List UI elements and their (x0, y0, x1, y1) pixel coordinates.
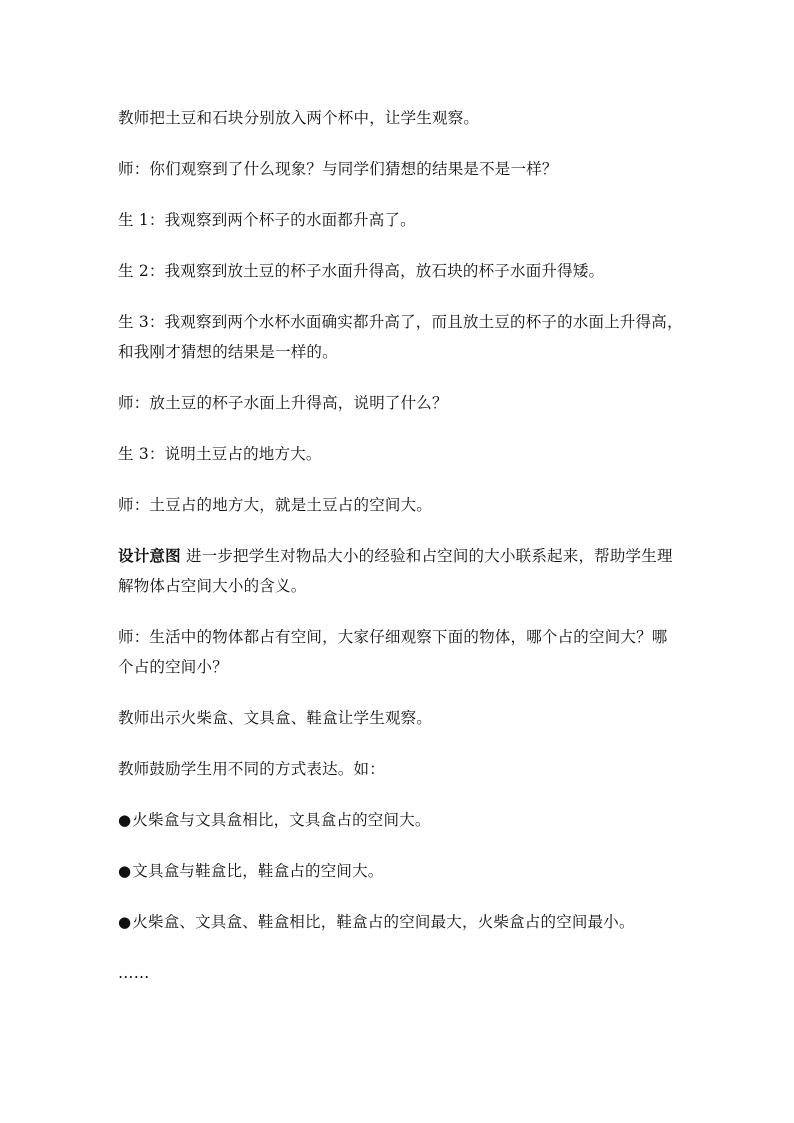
paragraph-design-intent (118, 541, 683, 601)
ellipsis: …… (118, 964, 150, 982)
bullet-icon: ● (118, 913, 132, 931)
bullet-icon: ● (118, 862, 132, 880)
bullet-text: 文具盒与鞋盒比，鞋盒占的空间大。 (132, 862, 384, 880)
paragraph-teacher-action: 教师把土豆和石块分别放入两个杯中，让学生观察。 (118, 109, 480, 127)
paragraph-student-1: 生 1：我观察到两个杯子的水面都升高了。 (118, 211, 416, 229)
paragraph-teacher-shows: 教师出示火柴盒、文具盒、鞋盒让学生观察。 (118, 709, 433, 727)
paragraph-student-3: 生 3：我观察到两个水杯水面确实都升高了，而且放土豆的杯子的水面上升得高，和我刚才猜想的结果是一样的。 (118, 313, 683, 361)
paragraph-teacher-conclusion: 师：土豆占的地方大，就是土豆占的空间大。 (118, 496, 433, 514)
paragraph-teacher-question: 师：你们观察到了什么现象？与同学们猜想的结果是不是一样？ (118, 160, 558, 178)
bullet-icon: ● (118, 811, 132, 829)
paragraph-student-3-answer: 生 3：说明土豆占的地方大。 (118, 445, 322, 463)
bullet-text: 火柴盒、文具盒、鞋盒相比，鞋盒占的空间最大，火柴盒占的空间最小。 (132, 913, 635, 931)
paragraph-teacher-encourages: 教师鼓励学生用不同的方式表达。如： (118, 760, 385, 778)
bullet-item (118, 907, 683, 937)
design-intent-text: 进一步把学生对物品大小的经验和占空间的大小联系起来，帮助学生理解物体占空间大小的含义。 (118, 547, 673, 595)
paragraph-teacher-followup: 师：放土豆的杯子水面上升得高，说明了什么？ (118, 394, 448, 412)
paragraph-teacher-prompt: 师：生活中的物体都占有空间，大家仔细观察下面的物体，哪个占的空间大？哪个占的空间小？ (118, 628, 668, 676)
paragraph-student-2: 生 2：我观察到放土豆的杯子水面升得高，放石块的杯子水面升得矮。 (118, 262, 605, 280)
bullet-text: 火柴盒与文具盒相比，文具盒占的空间大。 (132, 811, 431, 829)
design-intent-label: 设计意图 (118, 546, 181, 565)
bullet-item (118, 856, 683, 886)
bullet-item (118, 805, 683, 835)
